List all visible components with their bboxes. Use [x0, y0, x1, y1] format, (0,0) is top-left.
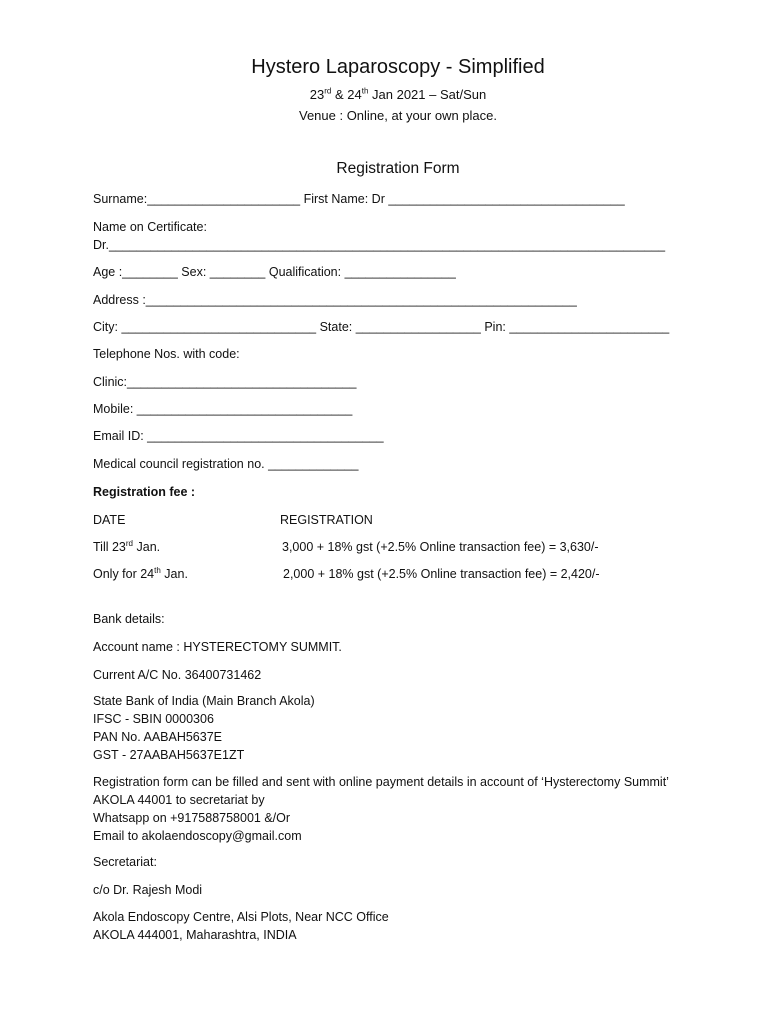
- fee-date-text: Till 23: [93, 540, 126, 554]
- form-title: Registration Form: [336, 160, 460, 177]
- email-field-line: Email ID: __________________________________: [93, 429, 384, 443]
- bank-account-name: Account name : HYSTERECTOMY SUMMIT.: [93, 640, 342, 654]
- fee-row-amount: 3,000 + 18% gst (+2.5% Online transaction fee) = 3,630/-: [282, 540, 599, 554]
- date-rest: Jan 2021 – Sat/Sun: [368, 87, 487, 102]
- bank-name: State Bank of India (Main Branch Akola): [93, 694, 315, 708]
- fee-date-text: Only for 24: [93, 567, 155, 581]
- surname-field-line: Surname:______________________ First Name: Dr __________________________________: [93, 192, 625, 206]
- clinic-field-line: Clinic:_________________________________: [93, 375, 357, 389]
- fee-column-registration: REGISTRATION: [280, 513, 373, 527]
- bank-details-heading: Bank details:: [93, 612, 165, 626]
- document-title: Hystero Laparoscopy - Simplified: [251, 56, 545, 78]
- bank-pan: PAN No. AABAH5637E: [93, 730, 223, 744]
- secretariat-address-2: AKOLA 444001, Maharashtra, INDIA: [93, 928, 297, 942]
- bank-account-number: Current A/C No. 36400731462: [93, 668, 262, 682]
- instructions-line-3: Whatsapp on +917588758001 &/Or: [93, 811, 291, 825]
- instructions-line-1: Registration form can be filled and sent with online payment details in account of ‘Hysterectomy Summit’: [93, 775, 669, 789]
- secretariat-address-1: Akola Endoscopy Centre, Alsi Plots, Near NCC Office: [93, 910, 389, 924]
- date-suffix1: rd: [324, 86, 332, 96]
- fee-column-date: DATE: [93, 513, 126, 527]
- event-dates: [0, 87, 770, 102]
- bank-gst: GST - 27AABAH5637E1ZT: [93, 748, 245, 762]
- fee-date-month: Jan.: [133, 540, 161, 554]
- registration-fee-heading: Registration fee :: [93, 485, 196, 499]
- secretariat-heading: Secretariat:: [93, 855, 157, 869]
- instructions-line-4: Email to akolaendoscopy@gmail.com: [93, 829, 302, 843]
- certificate-name-line: Dr.________________________________________________________________________________: [93, 238, 666, 252]
- fee-row-date: [93, 540, 160, 554]
- address-field-line: Address :______________________________________________________________: [93, 293, 577, 307]
- telephone-label: Telephone Nos. with code:: [93, 347, 240, 361]
- instructions-line-2: AKOLA 44001 to secretariat by: [93, 793, 265, 807]
- bank-ifsc: IFSC - SBIN 0000306: [93, 712, 214, 726]
- secretariat-contact: c/o Dr. Rajesh Modi: [93, 883, 203, 897]
- venue-text: Venue : Online, at your own place.: [298, 108, 497, 123]
- mobile-field-line: Mobile: _______________________________: [93, 402, 353, 416]
- date-day1: 23: [309, 87, 325, 102]
- date-day2: & 24: [331, 87, 362, 102]
- fee-date-suffix: rd: [125, 538, 134, 548]
- fee-date-month: Jan.: [160, 567, 188, 581]
- age-sex-qualification-line: Age :________ Sex: ________ Qualification: ________________: [93, 265, 456, 279]
- fee-row-amount: 2,000 + 18% gst (+2.5% Online transaction fee) = 2,420/-: [283, 567, 600, 581]
- fee-date-suffix: th: [154, 565, 161, 575]
- fee-row-date: [93, 567, 188, 581]
- certificate-name-label: Name on Certificate:: [93, 220, 207, 234]
- council-registration-line: Medical council registration no. _____________: [93, 457, 359, 471]
- city-state-pin-line: City: ____________________________ State: __________________ Pin: _______________________: [93, 320, 670, 334]
- date-suffix2: th: [361, 86, 369, 96]
